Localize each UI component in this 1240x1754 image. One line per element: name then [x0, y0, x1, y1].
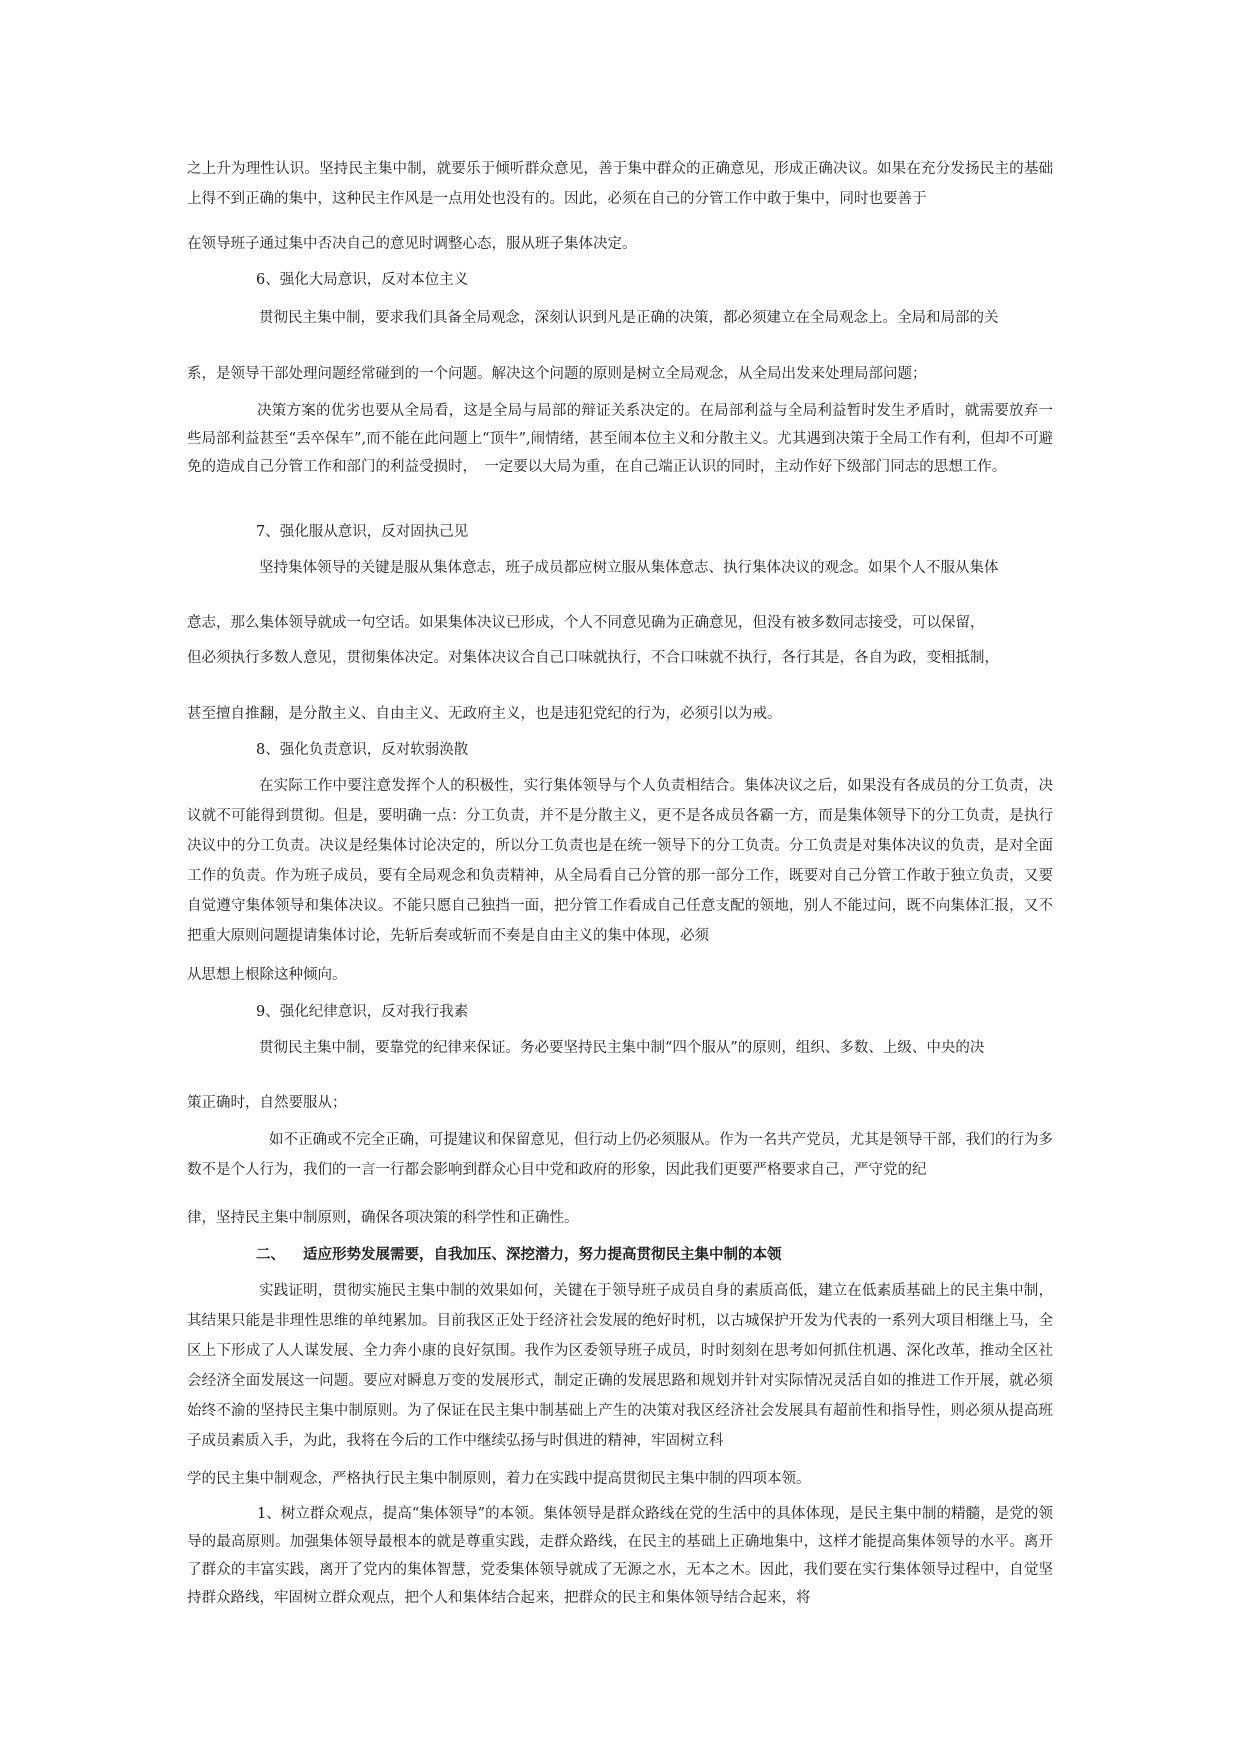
paragraph-text: 从思想上根除这种倾向。: [187, 967, 347, 983]
paragraph-11: [187, 963, 1053, 984]
paragraph-8: [187, 646, 1053, 667]
paragraph-15: [187, 1206, 1053, 1227]
paragraph-text: 系，是领导干部处理问题经常碰到的一个问题。解决这个问题的原则是树立全局观念，从全局出发来处理局部问题；: [187, 366, 927, 382]
paragraph-text: 在实际工作中要注意发挥个人的积极性，实行集体领导与个人负责相结合。集体决议之后，如果没有各成员的分工负责，决议就不可能得到贯彻。但是，要明确一点：分工负责，并不是分散主义，更不是各成员各霸一方，而是集体领导下的分工负责，是执行决议中的分工负责。决议是经集体讨论决定的，所以分工负责也是在统一领导下的分工负责。分工负责是对集体决议的负责，是对全面工作的负责。作为班子成员，要有全局观念和负责精神，从全局看自己分管的那一部分工作，既要对自己分管工作敢于独立负责，又要自觉遵守集体领导和集体决议。不能只愿自己独挡一面，把分管工作看成自己任意支配的领地，别人不能过问，既不向集体汇报，又不把重大原则问题提请集体讨论，先斩后奏或斩而不奏是自由主义的集中体现，必须: [187, 778, 1053, 944]
section-heading-6: 6、强化大局意识，反对本位主义: [256, 272, 469, 288]
paragraph-2: [187, 232, 1053, 253]
paragraph-text: 策正确时，自然要服从；: [187, 1095, 347, 1111]
paragraph-5: [187, 397, 1053, 481]
paragraph-text: 甚至擅自推翻，是分散主义、自由主义、无政府主义，也是违犯党纪的行为，必须引以为戒。: [187, 706, 782, 722]
paragraph-3: [187, 306, 1053, 327]
major-section-heading: [256, 1243, 782, 1264]
paragraph-text: 但必须执行多数人意见，贯彻集体决定。对集体决议合自己口味就执行，不合口味就不执行，各行其是，各自为政，变相抵制，: [187, 650, 999, 666]
paragraph-text: 如不正确或不完全正确，可提建议和保留意见，但行动上仍必须服从。作为一名共产党员，尤其是领导干部，我们的行为多数不是个人行为，我们的一言一行都会影响到群众心目中党和政府的形象，因此我们更要严格要求自己，严守党的纪: [187, 1132, 1053, 1178]
heading-text: 适应形势发展需要，自我加压、深挖潜力，努力提高贯彻民主集中制的本领: [303, 1247, 782, 1263]
paragraph-14: [187, 1125, 1053, 1185]
paragraph-text: 决策方案的优劣也要从全局看，这是全局与局部的辩证关系决定的。在局部利益与全局利益暂时发生矛盾时，就需要放弃一些局部利益甚至“丢卒保车”,而不能在此问题上“顶牛”,闹情绪，甚至闹本位主义和分散主义。尤其遇到决策于全局工作有利，但却不可避免的造成自己分管工作和部门的利益受损时， 一定要以大局为重，在自己端正认识的同时，主动作好下级部门同志的思想工作。: [187, 403, 1053, 475]
heading-number: 二、: [256, 1247, 285, 1263]
paragraph-4: [187, 362, 1053, 383]
section-heading-9: 9、强化纪律意识，反对我行我素: [256, 1004, 469, 1020]
paragraph-6: [187, 556, 1053, 577]
paragraph-9: [187, 702, 1053, 723]
paragraph-7: [187, 611, 1053, 632]
paragraph-17: [187, 1467, 1053, 1488]
paragraph-text: 1、树立群众观点，提高“集体领导”的本领。集体领导是群众路线在党的生活中的具体体现，是民主集中制的精髓，是党的领导的最高原则。加强集体领导最根本的就是尊重实践，走群众路线，在民主的基础上正确地集中，这样才能提高集体领导的水平。离开了群众的丰富实践，离开了党内的集体智慧，党委集体领导就成了无源之水，无本之木。因此，我们要在实行集体领导过程中，自觉坚持群众路线，牢固树立群众观点，把个人和集体结合起来，把群众的民主和集体领导结合起来，将: [187, 1506, 1053, 1606]
paragraph-text: 实践证明，贯彻实施民主集中制的效果如何，关键在于领导班子成员自身的素质高低，建立在低素质基础上的民主集中制，其结果只能是非理性思维的单纯累加。目前我区正处于经济社会发展的绝好时机，以古城保护开发为代表的一系列大项目相继上马，全区上下形成了人人谋发展、全力奔小康的良好氛围。我作为区委领导班子成员，时时刻刻在思考如何抓住机遇、深化改革，推动全区社会经济全面发展这一问题。要应对瞬息万变的发展形式，制定正确的发展思路和规划并针对实际情况灵活自如的推进工作开展，就必须始终不渝的坚持民主集中制原则。为了保证在民主集中制基础上产生的决策对我区经济社会发展具有超前性和指导性，则必须从提高班子成员素质入手，为此，我将在今后的工作中继续弘扬与时俱进的精神，牢固树立科: [187, 1283, 1053, 1449]
paragraph-text: 意志，那么集体领导就成一句空话。如果集体决议已形成，个人不同意见确为正确意见，但没有被多数同志接受，可以保留，: [187, 615, 985, 631]
paragraph-18: [187, 1500, 1053, 1612]
paragraph-12: [187, 1036, 1053, 1057]
paragraph-1: [187, 154, 1053, 214]
paragraph-text: 律，坚持民主集中制原则，确保各项决策的科学性和正确性。: [187, 1210, 579, 1226]
section-heading-8: 8、强化负责意识，反对软弱涣散: [256, 742, 469, 758]
paragraph-text: 之上升为理性认识。坚持民主集中制，就要乐于倾听群众意见，善于集中群众的正确意见，形成正确决议。如果在充分发扬民主的基础上得不到正确的集中，这种民主作风是一点用处也没有的。因此，必须在自己的分管工作中敢于集中，同时也要善于: [187, 161, 1053, 207]
section-heading-7: 7、强化服从意识，反对固执己见: [256, 524, 469, 540]
paragraph-text: 学的民主集中制观念，严格执行民主集中制原则，着力在实践中提高贯彻民主集中制的四项本领。: [187, 1471, 811, 1487]
paragraph-text: 贯彻民主集中制，要求我们具备全局观念，深刻认识到凡是正确的决策，都必须建立在全局观念上。全局和局部的关: [259, 310, 999, 326]
paragraph-text: 在领导班子通过集中否决自己的意见时调整心态，服从班子集体决定。: [187, 236, 637, 252]
paragraph-10: [187, 771, 1053, 951]
paragraph-13: [187, 1091, 1053, 1112]
paragraph-text: 贯彻民主集中制，要靠党的纪律来保证。务必要坚持民主集中制“四个服从”的原则，组织、多数、上级、中央的决: [259, 1040, 985, 1056]
paragraph-16: [187, 1276, 1053, 1456]
paragraph-text: 坚持集体领导的关键是服从集体意志，班子成员都应树立服从集体意志、执行集体决议的观念。如果个人不服从集体: [259, 560, 999, 576]
